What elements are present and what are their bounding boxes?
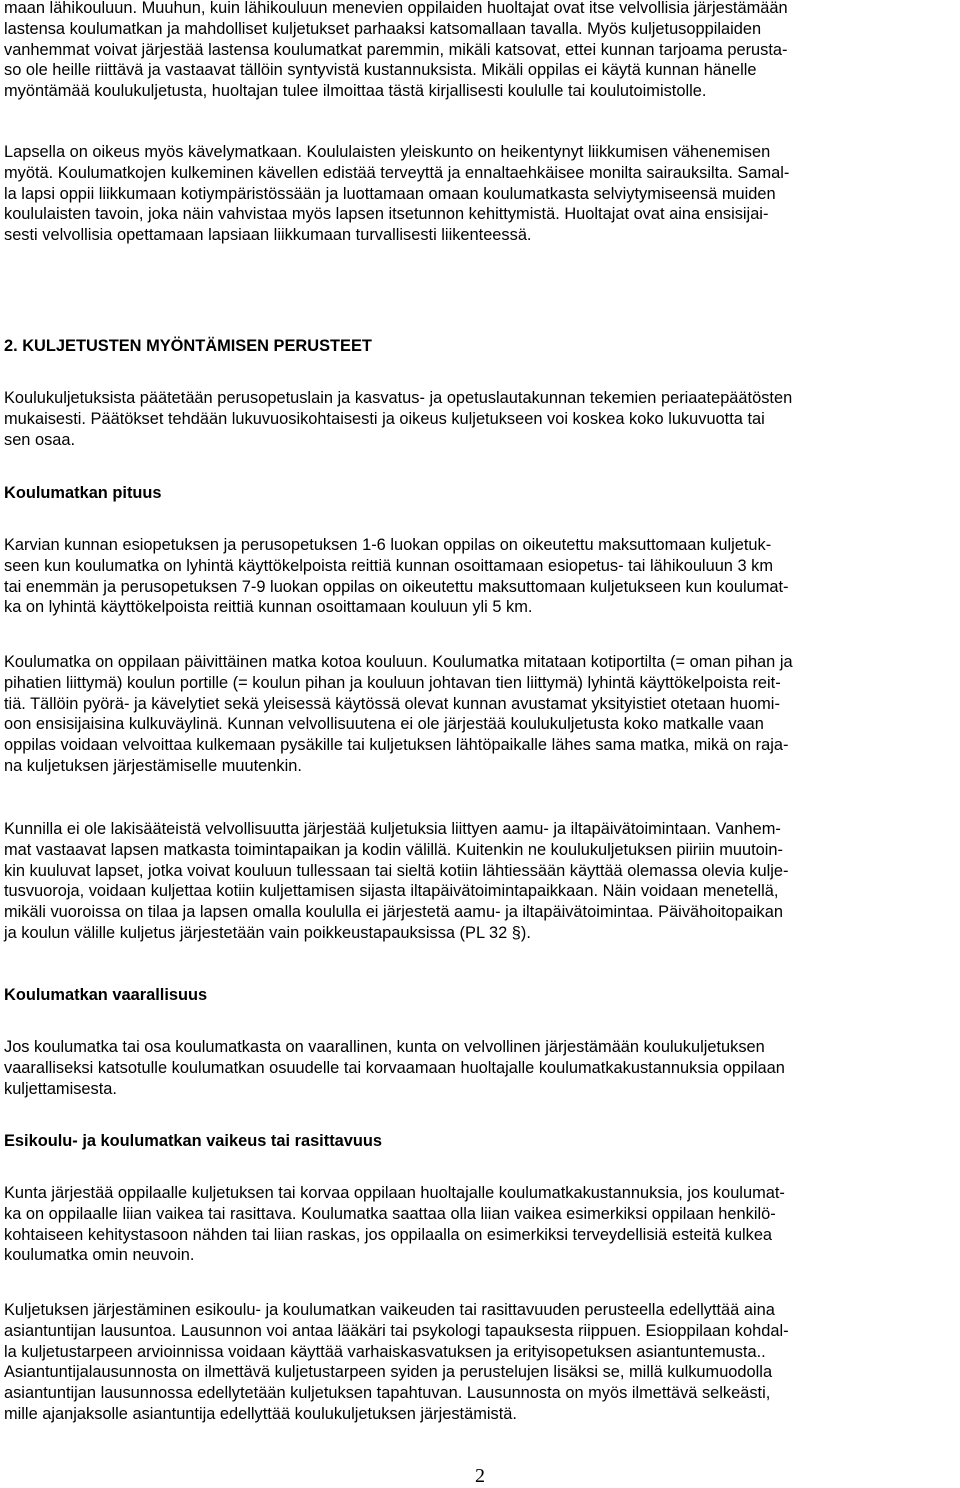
- text-line: kin kuuluvat lapset, jotka voivat kouluun tullessaan tai sieltä kotiin lähtiessään käyttää olemassa olevia kulje-: [4, 861, 789, 880]
- text-line: ja koulun välille kuljetus järjestetään vain poikkeustapauksissa (PL 32 §).: [4, 923, 531, 942]
- text-line: asiantuntijan lausunnossa edellytetään kuljetuksen tapahtuvan. Lausunnosta on myös ilmettävä selkeästi,: [4, 1384, 771, 1403]
- paragraph-expert: [4, 1300, 789, 1425]
- text-line: Jos koulumatka tai osa koulumatkasta on vaarallinen, kunta on velvollinen järjestämään koulukuljetuksen: [4, 1038, 765, 1056]
- text-line: oon ensisijaisina kulkuväylinä. Kunnan velvollisuutena ei ole järjestää koulukuljetusta koko matkalle vaan: [4, 715, 764, 734]
- paragraph-intro: [4, 0, 788, 102]
- text-line: ka on oppilaalle liian vaikea tai rasittava. Koulumatka saattaa olla liian vaikea esimerkiksi oppilaan henkilö-: [4, 1204, 776, 1223]
- text-line: sesti velvollisia opettamaan lapsiaan liikkumaan turvallisesti liikenteessä.: [4, 226, 532, 245]
- subheading-length: Koulumatkan pituus: [4, 484, 162, 502]
- text-line: Koulukuljetuksista päätetään perusopetuslain ja kasvatus- ja opetuslautakunnan tekemien periaatepäätösten: [4, 389, 793, 407]
- text-line: maan lähikouluun. Muuhun, kuin lähikouluun menevien oppilaiden huoltajat ovat itse velvollisia järjestämään: [4, 0, 788, 17]
- text-line: Kunta järjestää oppilaalle kuljetuksen tai korvaa oppilaan huoltajalle koulumatkakustannuksia, jos koulumat-: [4, 1184, 785, 1202]
- subheading-danger: Koulumatkan vaarallisuus: [4, 986, 208, 1004]
- text-line: la kuljetustarpeen arvioinnissa voidaan käyttää varhaiskasvatuksen ja erityisopetuksen asiantuntemusta..: [4, 1342, 766, 1361]
- paragraph-daily: [4, 652, 793, 777]
- page-number: 2: [475, 1465, 485, 1487]
- text-line: sen osaa.: [4, 430, 76, 449]
- text-line: mikäli vuoroissa on tilaa ja lapsen omalla koululla ei järjestetä aamu- ja iltapäivätoimintaa. Päivähoitopaikan: [4, 903, 783, 922]
- text-line: koululaisten tavoin, joka näin vahvistaa myös lapsen itsetunnon kehittymistä. Huoltajat ovat aina ensisijai-: [4, 205, 769, 224]
- text-line: tiä. Tällöin pyörä- ja kävelytiet sekä yleisessä käytössä olevat kunnan avustamat yksityistiet otetaan huomi-: [4, 694, 780, 713]
- text-line: na kuljetuksen järjestämiselle muutenkin.: [4, 756, 302, 775]
- text-line: kuljettamisesta.: [4, 1079, 117, 1098]
- text-line: myöntämää koulukuljetusta, huoltajan tulee ilmoittaa tästä kirjallisesti koululle tai koulutoimistolle.: [4, 82, 707, 101]
- paragraph-afternoon: [4, 819, 788, 944]
- text-line: vanhemmat voivat järjestää lastensa koulumatkat paremmin, mikäli katsovat, ettei kunnan tarjoama perusta-: [4, 40, 788, 59]
- paragraph-decisions: [4, 388, 792, 450]
- text-line: koulumatka omin neuvoin.: [4, 1246, 195, 1265]
- paragraph-length: [4, 535, 789, 618]
- text-line: tai enemmän ja perusopetuksen 7-9 luokan oppilas on oikeutettu maksuttomaan kuljetukseen kun koulumat-: [4, 577, 789, 596]
- text-line: Karvian kunnan esiopetuksen ja perusopetuksen 1-6 luokan oppilas on oikeutettu maksuttomaan kuljetuk-: [4, 536, 772, 554]
- text-line: lastensa koulumatkan ja mahdolliset kuljetukset parhaaksi katsomallaan tavalla. Myös kuljetusoppilaiden: [4, 19, 762, 38]
- text-line: mukaisesti. Päätökset tehdään lukuvuosikohtaisesti ja oikeus kuljetukseen voi koskea koko lukuvuotta tai: [4, 409, 765, 428]
- text-line: Kunnilla ei ole lakisääteistä velvollisuutta järjestää kuljetuksia liittyen aamu- ja iltapäivätoimintaan. Vanhem-: [4, 820, 781, 838]
- text-line: asiantuntijan lausuntoa. Lausunnon voi antaa lääkäri tai psykologi tapauksesta riippuen. Esioppilaan kohdal-: [4, 1321, 789, 1340]
- text-line: vaaralliseksi katsotulle koulumatkan osuudelle tai korvaamaan huoltajalle koulumatkakustannuksia oppilaan: [4, 1058, 785, 1077]
- text-line: pihatien liittymä) koulun portille (= koulun pihan ja kouluun johtavan tien liittymä) lyhintä käyttökelpoista reit-: [4, 673, 781, 692]
- text-line: mille ajanjaksolle asiantuntija edellyttää koulukuljetuksen järjestämistä.: [4, 1404, 517, 1423]
- text-line: Koulumatka on oppilaan päivittäinen matka kotoa kouluun. Koulumatka mitataan kotiportilta (= oman pihan ja: [4, 653, 793, 671]
- text-line: Lapsella on oikeus myös kävelymatkaan. Koululaisten yleiskunto on heikentynyt liikkumisen vähenemisen: [4, 143, 771, 161]
- text-line: mat vastaavat lapsen matkasta toimintapaikan ja kodin välillä. Kuitenkin ne koulukuljetuksen piiriin muutoin-: [4, 840, 783, 859]
- text-line: so ole heille riittävä ja vastaavat tällöin syntyvistä kustannuksista. Mikäli oppilas ei käytä kunnan hänelle: [4, 61, 757, 80]
- text-line: seen kun koulumatka on lyhintä käyttökelpoista reittiä kunnan osoittamaan esiopetus- tai lähikouluun 3 km: [4, 556, 773, 575]
- paragraph-danger: [4, 1037, 785, 1099]
- subheading-difficulty: Esikoulu- ja koulumatkan vaikeus tai rasittavuus: [4, 1132, 383, 1150]
- text-line: kohtaiseen kehitystasoon nähden tai liian raskas, jos oppilaalla on esimerkiksi terveydellisiä esteitä kulkea: [4, 1225, 773, 1244]
- text-line: tusvuoroja, voidaan kuljettaa kotiin kuljettamisen sijasta iltapäivätoimintapaikkaan. Näin voidaan menetellä,: [4, 882, 779, 901]
- text-line: ka on lyhintä käyttökelpoista reittiä kunnan osoittamaan kouluun yli 5 km.: [4, 598, 533, 617]
- paragraph-difficulty: [4, 1183, 785, 1266]
- text-line: oppilas voidaan velvoittaa kulkemaan pysäkille tai kuljetuksen lähtöpaikalle lähes sama matka, mikä on raja-: [4, 736, 789, 755]
- text-line: Asiantuntijalausunnosta on ilmettävä kuljetustarpeen syiden ja perustelujen lisäksi se, millä kulkumuodolla: [4, 1363, 773, 1382]
- section-title: 2. KULJETUSTEN MYÖNTÄMISEN PERUSTEET: [4, 337, 372, 355]
- text-line: myötä. Koulumatkojen kulkeminen kävellen edistää terveyttä ja ennaltaehkäisee monilta sairauksilta. Samal-: [4, 163, 790, 182]
- text-line: la lapsi oppii liikkumaan kotiympäristössään ja luottamaan omaan koulumatkasta selviytymiseensä muiden: [4, 184, 776, 203]
- text-line: Kuljetuksen järjestäminen esikoulu- ja koulumatkan vaikeuden tai rasittavuuden perusteella edellyttää aina: [4, 1301, 775, 1319]
- paragraph-walking: [4, 142, 789, 246]
